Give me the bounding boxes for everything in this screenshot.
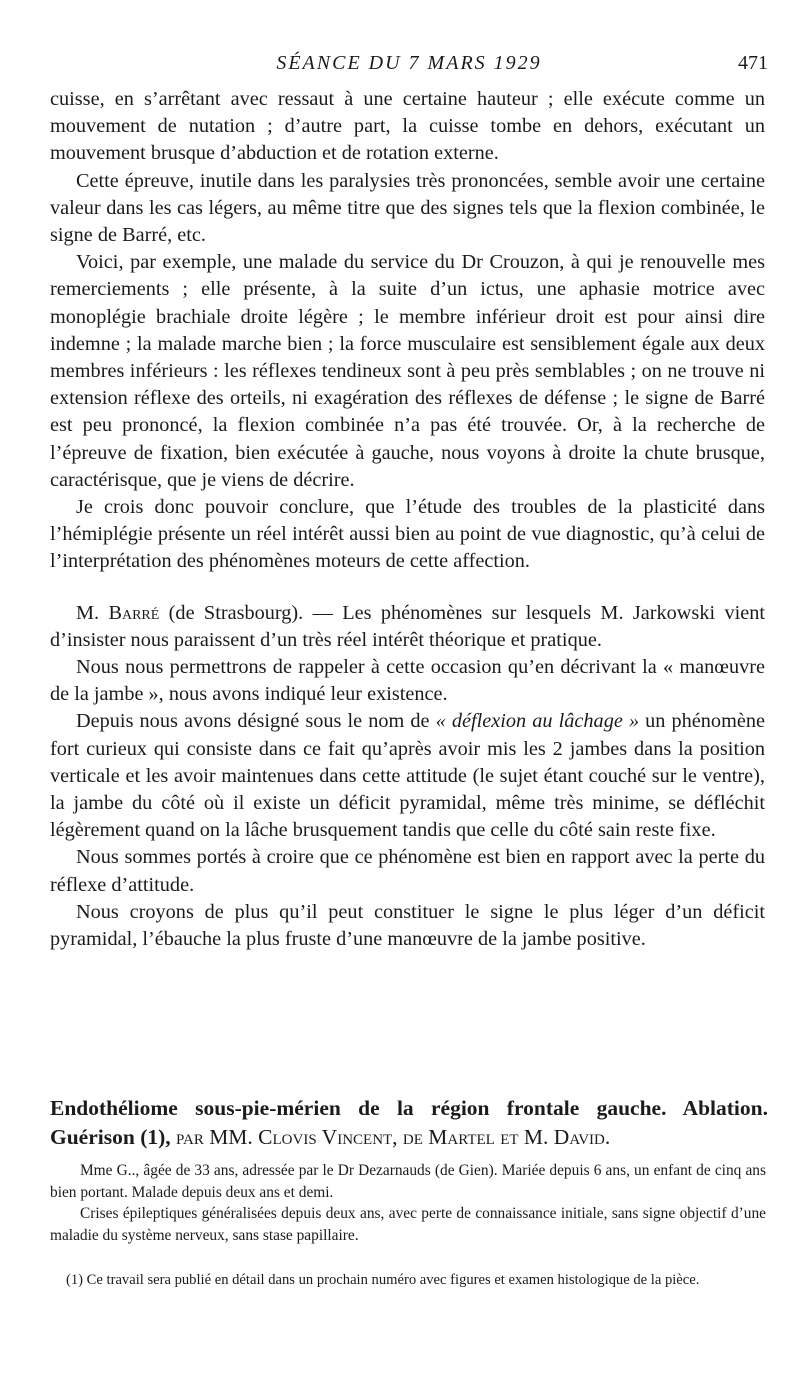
page-header xyxy=(50,50,768,80)
article-title xyxy=(50,1094,768,1152)
footnote-text: (1) Ce travail sera publié en détail dans un prochain numéro avec figures et examen histologique de la pièce. xyxy=(66,1272,700,1288)
paragraph-5 xyxy=(50,600,765,654)
paragraph-6: Nous nous permettrons de rappeler à cette occasion qu’en décrivant la « manœuvre de la jambe », nous avons indiqué leur existence. xyxy=(50,656,765,706)
paragraph-7-end: un phénomène fort curieux qui consiste dans ce fait qu’après avoir mis les 2 jambes dans la position verticale et les avoir maintenues dans cette attitude (le sujet étant couché sur le ventre), la jambe du côté où il existe un déficit pyramidal, même très minime, se défléchit légèrement quand on la lâche brusquement tandis que celle du côté sain reste fixe. xyxy=(50,710,765,842)
paragraph-7-start: Depuis nous avons désigné sous le nom de xyxy=(76,710,436,733)
paragraph-5-text: (de Strasbourg). — Les phénomènes sur lesquels M. Jarkowski vient d’insister nous paraissent d’un très réel intérêt théorique et pratique. xyxy=(50,601,766,651)
paragraph-3: Voici, par exemple, une malade du service du Dr Crouzon, à qui je renouvelle mes remerciements ; elle présente, à la suite d’un ictus, une aphasie motrice avec monoplégie brachiale droite légère ; le membre inférieur droit est pour ainsi dire indemne ; la malade marche bien ; la force musculaire est sensiblement égale aux deux membres inférieurs : les réflexes tendineux sont à peu près semblables ; on ne trouve ni extension réflexe des orteils, ni exagération des réflexes de défense ; le signe de Barré est peu prononcé, la flexion combinée n’a pas été trouvée. Or, à la recherche de l’épreuve de fixation, bien exécutée à gauche, nous voyons à droite la chute brusque, caractérisque, que je viens de décrire. xyxy=(50,251,765,491)
paragraph-9: Nous croyons de plus qu’il peut constituer le signe le plus léger d’un déficit pyramidal, l’ébauche la plus fruste d’une manœuvre de la jambe positive. xyxy=(50,900,765,951)
article-title-text: Endothéliome sous-pie-mérien de la région frontale gauche. Ablation. Guérison (1), xyxy=(50,1096,768,1149)
paragraph-2: Cette épreuve, inutile dans les paralysies très prononcées, semble avoir une certaine valeur dans les cas légers, au même titre que des signes tels que la flexion combinée, le signe de Barré, etc. xyxy=(50,169,765,247)
page-number: 471 xyxy=(738,52,768,74)
main-text xyxy=(50,86,765,953)
case-report xyxy=(50,1160,766,1246)
article-authors: par MM. Clovis Vincent, de Martel et M. David. xyxy=(170,1125,611,1149)
paragraph-1: cuisse, en s’arrêtant avec ressaut à une certaine hauteur ; elle exécute comme un mouvement de nutation ; d’autre part, la cuisse tombe en dehors, exécutant un mouvement brusque d’abduction et de rotation externe. xyxy=(50,88,765,165)
speaker-name: M. Barré xyxy=(76,601,160,624)
footnote xyxy=(50,1271,766,1289)
paragraph-7 xyxy=(50,708,765,844)
case-paragraph-1: Mme G.., âgée de 33 ans, adressée par le Dr Dezarnauds (de Gien). Mariée depuis 6 ans, un enfant de cinq ans bien portant. Malade depuis deux ans et demi. xyxy=(50,1162,766,1201)
case-paragraph-2: Crises épileptiques généralisées depuis deux ans, avec perte de connaissance initiale, sans signe objectif d’une maladie du système nerveux, sans stase papillaire. xyxy=(50,1205,766,1244)
paragraph-8: Nous sommes portés à croire que ce phénomène est bien en rapport avec la perte du réflexe d’attitude. xyxy=(50,846,765,896)
italic-term: « déflexion au lâchage » xyxy=(435,710,640,733)
paragraph-4: Je crois donc pouvoir conclure, que l’étude des troubles de la plasticité dans l’hémiplégie présente un réel intérêt aussi bien au point de vue diagnostic, qu’à celui de l’interprétation des phénomènes moteurs de cette affection. xyxy=(50,496,765,573)
running-title: SÉANCE DU 7 MARS 1929 xyxy=(276,52,542,74)
